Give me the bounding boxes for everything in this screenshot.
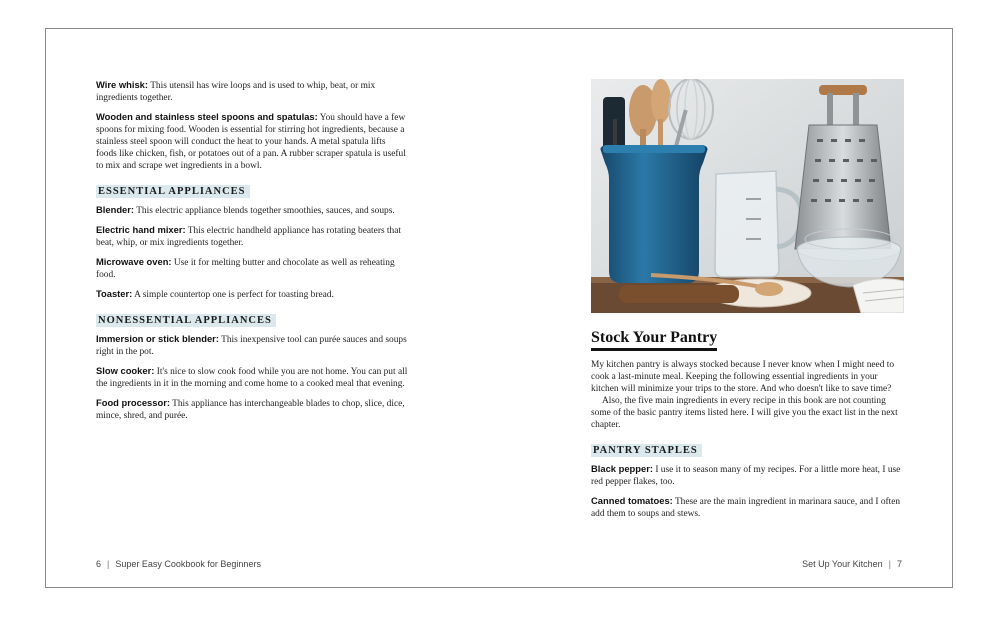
entry-term: Food processor: <box>96 397 170 408</box>
glossary-entry <box>96 333 408 358</box>
entry-term: Wooden and stainless steel spoons and spatulas: <box>96 111 318 122</box>
glossary-entry <box>96 397 408 422</box>
book-spread <box>45 28 953 588</box>
section-heading-nonessential: NONESSENTIAL APPLIANCES <box>96 314 276 327</box>
entry-term: Black pepper: <box>591 463 653 474</box>
kitchen-utensils-photo <box>591 79 904 313</box>
entry-text: This electric handheld appliance has rotating beaters that beat, whip, or mix ingredients together. <box>96 226 401 248</box>
left-footer <box>96 559 261 569</box>
entry-term: Immersion or stick blender: <box>96 333 219 344</box>
entry-text: I use it to season many of my recipes. For a little more heat, I use red pepper flakes, too. <box>591 465 901 487</box>
entry-term: Slow cooker: <box>96 365 155 376</box>
section-title: Stock Your Pantry <box>591 329 717 351</box>
photo-illustration <box>591 79 904 313</box>
footer-separator: | <box>888 559 891 569</box>
running-head: Set Up Your Kitchen <box>802 559 883 569</box>
footer-separator: | <box>107 559 110 569</box>
glossary-entry <box>96 288 408 301</box>
body-paragraph: Also, the five main ingredients in every recipe in this book are not counting some of the basic pantry items listed here. I will give you the exact list in the next chapter. <box>591 396 898 430</box>
body-paragraph: My kitchen pantry is always stocked because I never know when I might need to cook a last-minute meal. Keeping the following essential ingredients in your kitchen will minimize your trips to the store. And who doesn't like to save time? <box>591 360 895 394</box>
glossary-entry <box>96 79 408 104</box>
page-number: 6 <box>96 559 102 569</box>
right-footer <box>802 559 902 569</box>
glossary-entry <box>96 365 408 390</box>
entry-text: This utensil has wire loops and is used to whip, beat, or mix ingredients together. <box>96 81 376 103</box>
entry-term: Toaster: <box>96 288 133 299</box>
entry-text: You should have a few spoons for mixing food. Wooden is essential for stirring hot ingredients, because a stainless steel spoon will conduct the heat to your hands. A metal spatula lifts foods like chicken, fish, or potatoes out of a pan. A rubber scraper spatula is useful to mix and scrape wet ingredients in a bowl. <box>96 113 406 171</box>
glossary-entry <box>96 111 408 172</box>
entry-term: Blender: <box>96 204 135 215</box>
left-page-column <box>96 79 408 429</box>
entry-text: This inexpensive tool can purée sauces and soups right in the pot. <box>96 335 407 357</box>
section-heading-essential: ESSENTIAL APPLIANCES <box>96 185 250 198</box>
glossary-entry <box>96 256 408 281</box>
entry-text: These are the main ingredient in marinara sauce, and I often add them to soups and stews. <box>591 497 901 519</box>
page-number: 7 <box>896 559 902 569</box>
glossary-entry <box>96 204 408 217</box>
glossary-entry <box>591 463 903 488</box>
right-page-column <box>591 329 903 527</box>
entry-term: Canned tomatoes: <box>591 495 673 506</box>
entry-text: It's nice to slow cook food while you are not home. You can put all the ingredients in it in the morning and come home to a cooked meal that evening. <box>96 367 408 389</box>
entry-term: Electric hand mixer: <box>96 224 186 235</box>
section-heading-pantry-staples: PANTRY STAPLES <box>591 444 702 457</box>
entry-text: Use it for melting butter and chocolate as well as reheating food. <box>96 258 395 280</box>
entry-term: Microwave oven: <box>96 256 172 267</box>
entry-text: A simple countertop one is perfect for toasting bread. <box>132 290 334 300</box>
glossary-entry <box>591 495 903 520</box>
entry-text: This appliance has interchangeable blades to chop, slice, dice, mince, shred, and purée. <box>96 399 405 421</box>
running-head: Super Easy Cookbook for Beginners <box>115 559 261 569</box>
glossary-entry <box>96 224 408 249</box>
entry-text: This electric appliance blends together smoothies, sauces, and soups. <box>134 206 395 216</box>
entry-term: Wire whisk: <box>96 79 149 90</box>
